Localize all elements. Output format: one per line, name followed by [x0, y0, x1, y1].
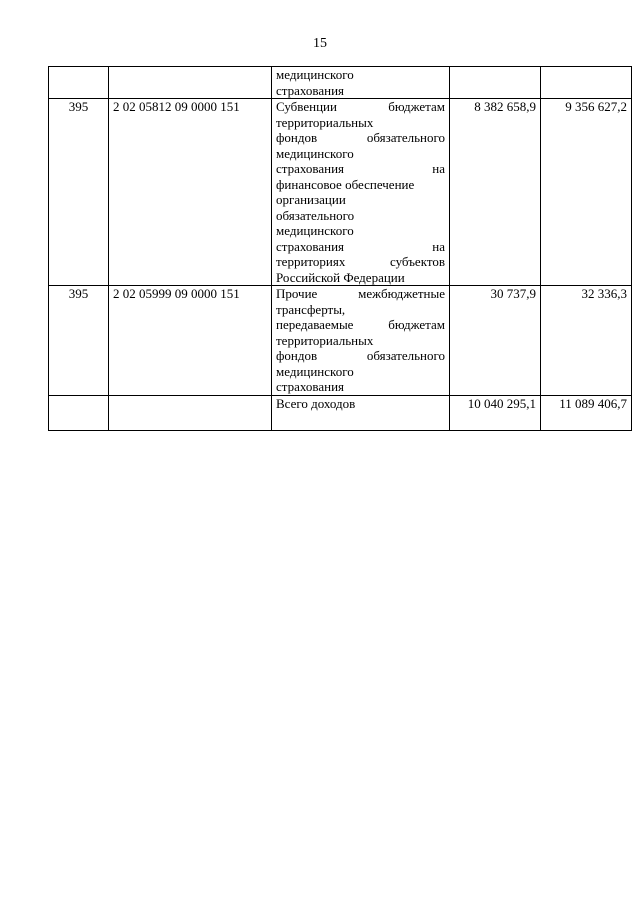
value-cell-2	[541, 67, 632, 99]
table-body	[49, 67, 632, 431]
kbk-code-cell: 2 02 05812 09 0000 151	[109, 99, 272, 286]
revenue-name-cell	[272, 286, 450, 396]
total-row	[49, 395, 632, 430]
name-line: обязательного	[276, 207, 355, 223]
name-line: страхования на	[276, 161, 445, 176]
name-line: финансовое обеспечение	[276, 176, 415, 192]
revenue-name-cell	[272, 67, 450, 99]
name-line: территориях субъектов	[276, 254, 445, 269]
name-line: фондов обязательного	[276, 130, 445, 145]
value-cell-1: 30 737,9	[450, 286, 541, 396]
name-line: организации	[276, 192, 346, 207]
kbk-code-cell	[109, 67, 272, 99]
name-line: страхования	[276, 379, 345, 394]
name-line: медицинского	[276, 363, 354, 379]
name-line: медицинского	[276, 223, 354, 238]
name-line: Российской Федерации	[276, 269, 405, 285]
admin-code-cell	[49, 67, 109, 99]
kbk-code-cell: 2 02 05999 09 0000 151	[109, 286, 272, 396]
admin-code-cell: 395	[49, 99, 109, 286]
name-line: страхования на	[276, 238, 445, 254]
name-line: фондов обязательного	[276, 348, 445, 363]
name-line: трансферты,	[276, 301, 346, 317]
total-value-1: 10 040 295,1	[450, 395, 541, 430]
empty-cell	[109, 395, 272, 430]
name-line: передаваемые бюджетам	[276, 317, 445, 332]
name-line: территориальных	[276, 114, 374, 130]
table-row	[49, 286, 632, 396]
revenue-name-cell	[272, 99, 450, 286]
value-cell-2: 9 356 627,2	[541, 99, 632, 286]
value-cell-1	[450, 67, 541, 99]
name-line: медицинского	[276, 145, 354, 161]
table-row	[49, 99, 632, 286]
value-cell-1: 8 382 658,9	[450, 99, 541, 286]
name-line: страхования	[276, 82, 345, 98]
admin-code-cell: 395	[49, 286, 109, 396]
total-value-2: 11 089 406,7	[541, 395, 632, 430]
name-line: медицинского	[276, 67, 354, 82]
name-line: Субвенции бюджетам	[276, 99, 445, 114]
empty-cell	[49, 395, 109, 430]
name-line: территориальных	[276, 332, 374, 348]
revenue-table	[48, 66, 632, 431]
table-row	[49, 67, 632, 99]
page-number: 15	[313, 36, 327, 51]
value-cell-2: 32 336,3	[541, 286, 632, 396]
name-line: Прочие межбюджетные	[276, 286, 445, 301]
total-label: Всего доходов	[272, 395, 450, 430]
